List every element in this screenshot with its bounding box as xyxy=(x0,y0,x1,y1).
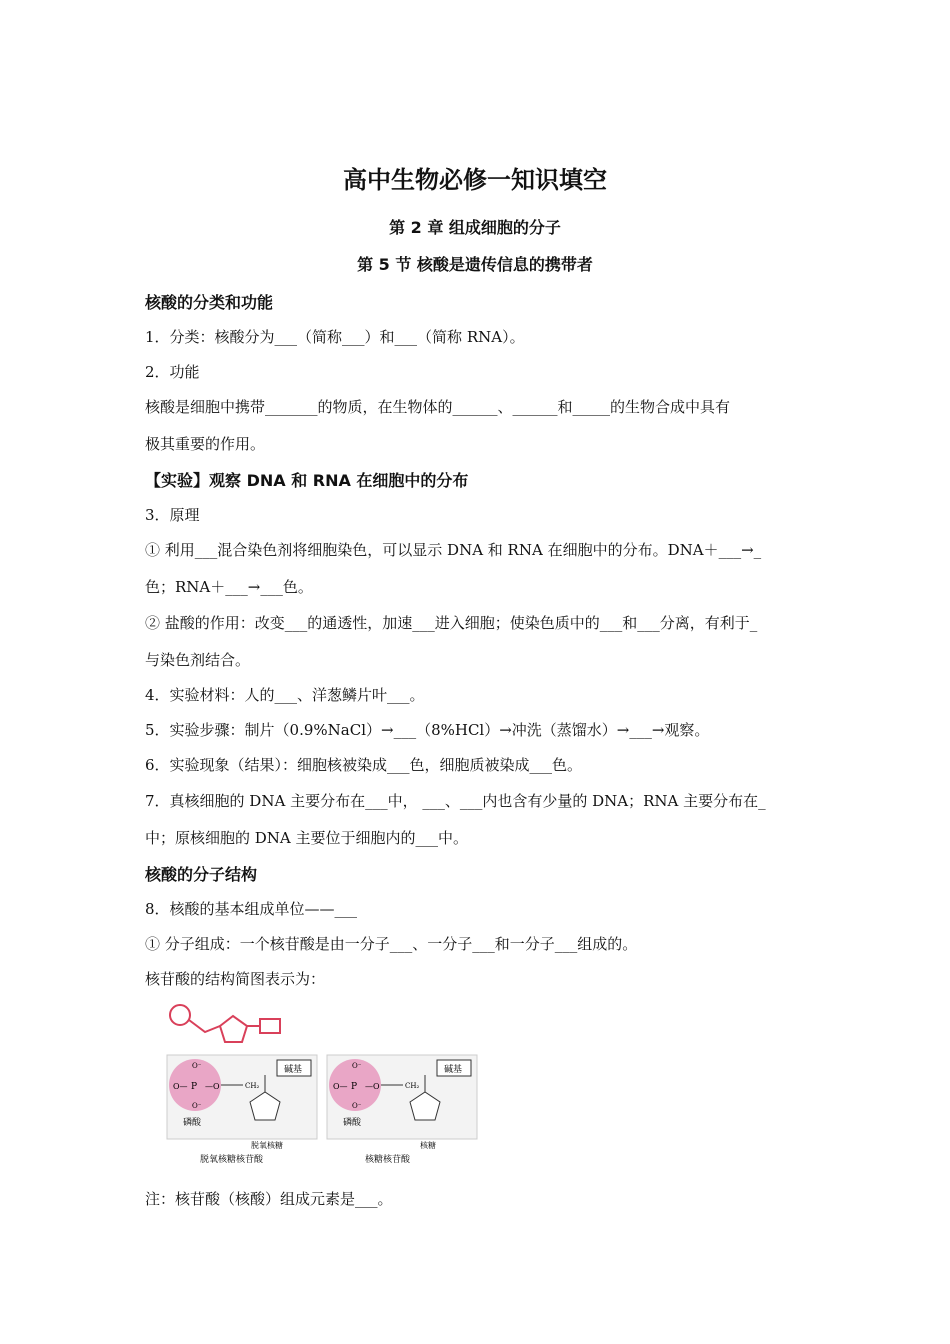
caption-1: 脱氧核糖核苷酸 xyxy=(200,1155,264,1165)
note-line: 注：核苷酸（核酸）组成元素是___。 xyxy=(145,1190,393,1208)
text-line: 7．真核细胞的 DNA 主要分布在___中， ___、___内也含有少量的 DNA；RNA 主要分布在_ xyxy=(145,792,766,810)
svg-text:O⁻: O⁻ xyxy=(192,1062,202,1070)
text-line: 1．分类：核酸分为___（简称___）和___（简称 RNA）。 xyxy=(145,328,525,346)
doc-title: 高中生物必修一知识填空 xyxy=(343,166,607,194)
sugar-label-2: 核糖 xyxy=(420,1141,436,1150)
text-line: 中；原核细胞的 DNA 主要位于细胞内的___中。 xyxy=(145,829,469,847)
text-line: 色；RNA＋___→___色。 xyxy=(145,578,313,596)
chapter-title: 第 2 章 组成细胞的分子 xyxy=(389,218,561,237)
svg-text:—O: —O xyxy=(205,1082,220,1091)
base-label-1: 碱基 xyxy=(284,1065,303,1075)
section-heading: 核酸的分子结构 xyxy=(145,865,258,884)
text-line: 4．实验材料：人的___、洋葱鳞片叶___。 xyxy=(145,686,425,704)
p-label-1: P xyxy=(191,1082,198,1092)
text-line: 核酸是细胞中携带_______的物质，在生物体的______、______和_____的生物合成中具有 xyxy=(145,398,731,416)
svg-text:O⁻: O⁻ xyxy=(352,1102,362,1110)
text-line: ① 利用___混合染色剂将细胞染色，可以显示 DNA 和 RNA 在细胞中的分布。DNA＋___→_ xyxy=(145,541,762,559)
svg-text:CH₂: CH₂ xyxy=(245,1082,260,1090)
section-heading: 【实验】观察 DNA 和 RNA 在细胞中的分布 xyxy=(145,471,469,490)
text-line: 6．实验现象（结果）：细胞核被染成___色，细胞质被染成___色。 xyxy=(145,756,583,774)
text-line: 与染色剂结合。 xyxy=(145,651,251,669)
section-title: 第 5 节 核酸是遗传信息的携带者 xyxy=(357,255,593,274)
text-line: 3．原理 xyxy=(145,506,200,524)
svg-text:O—: O— xyxy=(333,1082,348,1091)
phosphate-label-1: 磷酸 xyxy=(183,1118,202,1128)
text-line: 5．实验步骤：制片（0.9%NaCl）→___（8%HCl）→冲洗（蒸馏水）→___→观察。 xyxy=(145,721,710,739)
text-line: 核苷酸的结构简图表示为： xyxy=(145,970,326,988)
svg-text:CH₂: CH₂ xyxy=(405,1082,420,1090)
section-heading: 核酸的分类和功能 xyxy=(145,293,274,312)
svg-text:O⁻: O⁻ xyxy=(192,1102,202,1110)
svg-text:O⁻: O⁻ xyxy=(352,1062,362,1070)
text-line: 8．核酸的基本组成单位——___ xyxy=(145,900,358,918)
text-line: ① 分子组成：一个核苷酸是由一分子___、一分子___和一分子___组成的。 xyxy=(145,935,638,953)
sugar-label-1: 脱氧核糖 xyxy=(251,1141,283,1150)
text-line: 极其重要的作用。 xyxy=(145,435,266,453)
text-line: 2．功能 xyxy=(145,363,200,381)
base-label-2: 碱基 xyxy=(444,1065,463,1075)
p-label-2: P xyxy=(351,1082,358,1092)
svg-text:—O: —O xyxy=(365,1082,380,1091)
caption-2: 核糖核苷酸 xyxy=(365,1155,411,1165)
phosphate-label-2: 磷酸 xyxy=(343,1118,362,1128)
text-line: ② 盐酸的作用：改变___的通透性，加速___进入细胞；使染色质中的___和___分离，有利于_ xyxy=(145,614,758,632)
nucleotide-diagram xyxy=(165,1000,485,1170)
svg-text:O—: O— xyxy=(173,1082,188,1091)
